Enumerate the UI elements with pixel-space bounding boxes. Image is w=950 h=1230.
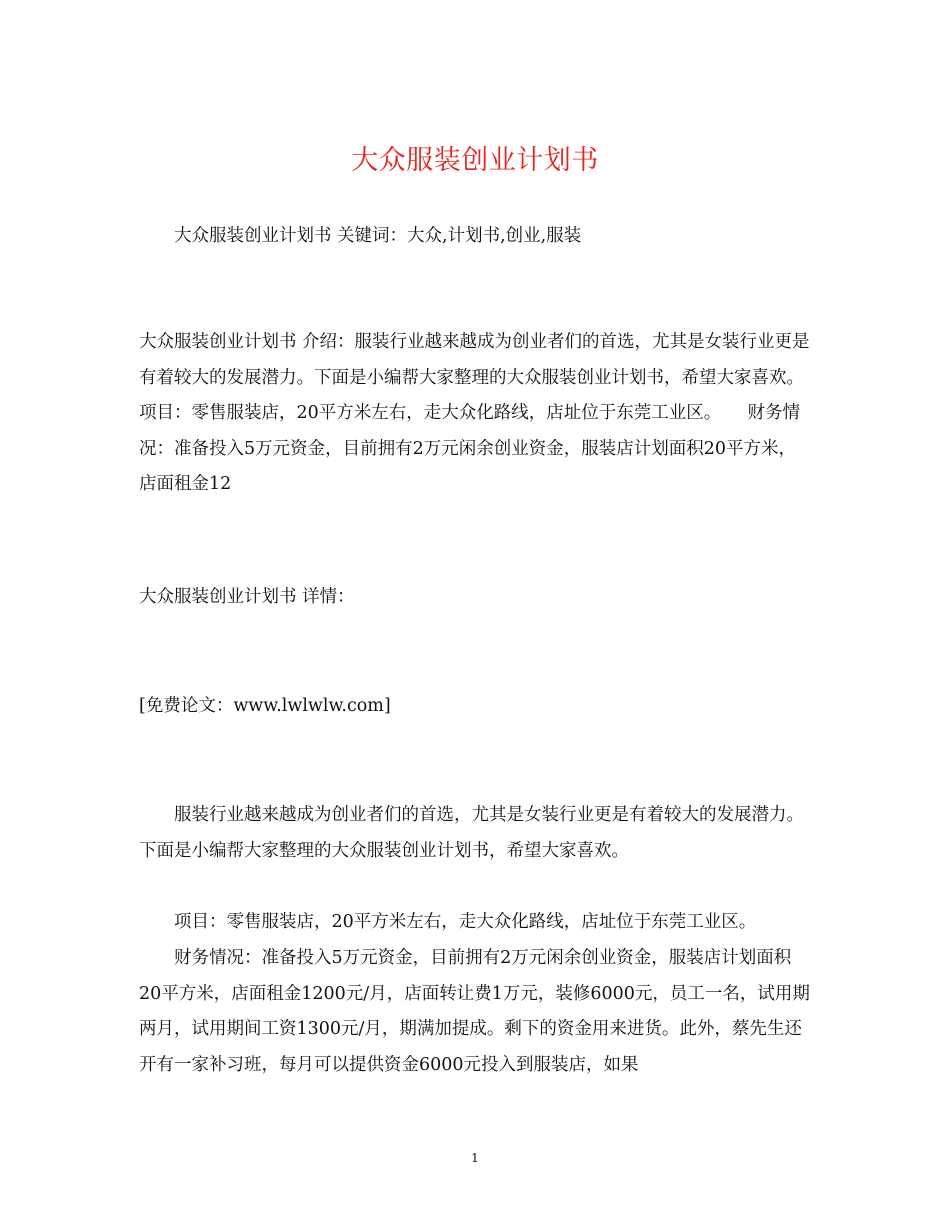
keywords-line: 大众服装创业计划书 关键词：大众,计划书,创业,服装 xyxy=(174,226,582,246)
document-title: 大众服装创业计划书 xyxy=(351,145,599,176)
detail-label: 大众服装创业计划书 详情： xyxy=(139,587,355,607)
body-paragraph-1: 服装行业越来越成为创业者们的首选，尤其是女装行业更是有着较大的发展潜力。下面是小编帮大家整理的大众服装创业计划书，希望大家喜欢。 xyxy=(139,805,804,861)
body-paragraph-3: 财务情况：准备投入5万元资金，目前拥有2万元闲余创业资金，服装店计划面积20平方米，店面租金1200元/月，店面转让费1万元，装修6000元，员工一名，试用期两月，试用期间工资1300元/月，期满加提成。剩下的资金用来进货。此外，蔡先生还开有一家补习班，每月可以提供资金6000元投入到服装店，如果 xyxy=(139,948,810,1075)
body-paragraph-2: 项目：零售服装店，20平方米左右，走大众化路线，店址位于东莞工业区。 xyxy=(174,912,757,932)
page-number: 1 xyxy=(471,1151,479,1165)
free-paper-link[interactable]: [免费论文：www.lwlwlw.com] xyxy=(139,696,391,716)
intro-paragraph: 大众服装创业计划书 介绍：服装行业越来越成为创业者们的首选，尤其是女装行业更是有着较大的发展潜力。下面是小编帮大家整理的大众服装创业计划书，希望大家喜欢。 项目：零售服装店，20平方米左右，走大众化路线，店址位于东莞工业区。 财务情况：准备投入5万元资金，目前拥有2万元闲余创业资金，服装店计划面积20平方米，店面租金12 xyxy=(139,332,831,494)
